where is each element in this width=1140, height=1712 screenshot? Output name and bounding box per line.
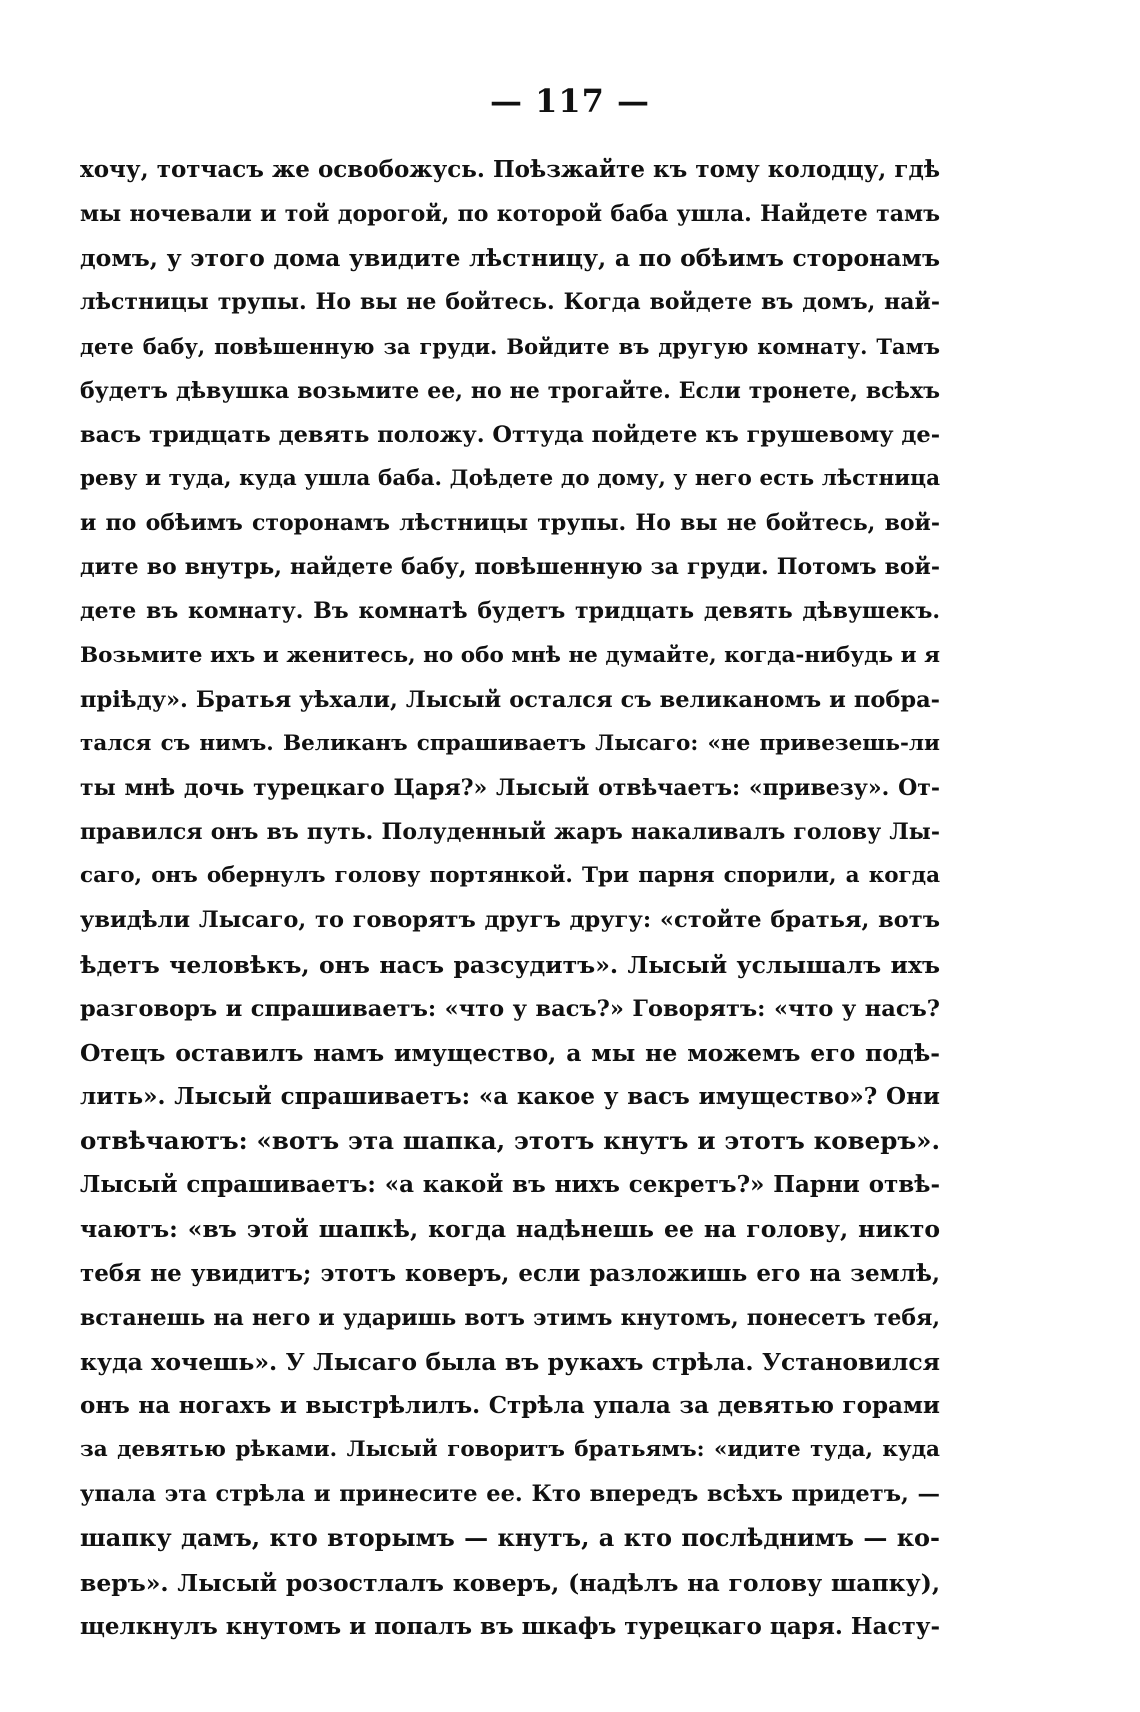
text-line: васъ тридцать девять положу. Оттуда пойдете къ грушевому де- (80, 421, 940, 448)
text-line: онъ на ногахъ и выстрѣлилъ. Стрѣла упала за девятью горами (80, 1391, 940, 1419)
text-line: хочу, тотчасъ же освобожусь. Поѣзжайте къ тому колодцу, гдѣ (80, 156, 940, 183)
text-line: правился онъ въ путь. Полуденный жаръ накаливалъ голову Лы- (80, 819, 940, 846)
text-line: дите во внутрь, найдете бабу, повѣшенную за груди. Потомъ вой- (80, 554, 940, 581)
text-line: Отецъ оставилъ намъ имущество, а мы не можемъ его подѣ- (80, 1038, 940, 1067)
text-line: будетъ дѣвушка возьмите ее, но не трогайте. Если тронете, всѣхъ (80, 377, 940, 404)
text-line: чаютъ: «въ этой шапкѣ, когда надѣнешь ее на голову, никто (80, 1215, 940, 1244)
text-line: и по обѣимъ сторонамъ лѣстницы трупы. Но вы не бойтесь, вой- (80, 510, 940, 537)
text-line: встанешь на него и ударишь вотъ этимъ кнутомъ, понесетъ тебя, (80, 1304, 940, 1331)
text-line: саго, онъ обернулъ голову портянкой. Три парня спорили, а когда (80, 863, 940, 889)
text-line: ѣдетъ человѣкъ, онъ насъ разсудитъ». Лысый услышалъ ихъ (80, 950, 940, 979)
text-line: за девятью рѣками. Лысый говоритъ братьямъ: «идите туда, куда (80, 1437, 940, 1463)
text-line: лить». Лысый спрашиваетъ: «а какое у васъ имущество»? Они (80, 1082, 940, 1110)
text-line: тался съ нимъ. Великанъ спрашиваетъ Лысаго: «не привезешь-ли (80, 730, 940, 756)
text-line: ты мнѣ дочь турецкаго Царя?» Лысый отвѣчаетъ: «привезу». От- (80, 774, 940, 801)
text-line: Возьмите ихъ и женитесь, но обо мнѣ не думайте, когда-нибудь и я (80, 642, 940, 668)
text-line: лѣстницы трупы. Но вы не бойтесь. Когда войдете въ домъ, най- (80, 289, 940, 316)
text-line: домъ, у этого дома увидите лѣстницу, а по обѣимъ сторонамъ (80, 244, 940, 273)
text-line: пріѣду». Братья уѣхали, Лысый остался съ великаномъ и побра- (80, 686, 940, 713)
text-line: веръ». Лысый розостлалъ коверъ, (надѣлъ на голову шапку), (80, 1568, 940, 1597)
body-text (80, 148, 940, 1649)
text-line: упала эта стрѣла и принесите ее. Кто впередъ всѣхъ придетъ, — (80, 1481, 940, 1508)
text-line: отвѣчаютъ: «вотъ эта шапка, этотъ кнутъ и этотъ коверъ». (80, 1126, 940, 1156)
text-line: тебя не увидитъ; этотъ коверъ, если разложишь его на землѣ, (80, 1259, 940, 1287)
text-line: мы ночевали и той дорогой, по которой баба ушла. Найдете тамъ (80, 201, 940, 228)
text-line: увидѣли Лысаго, то говорятъ другъ другу: «стойте братья, вотъ (80, 907, 940, 934)
text-line: куда хочешь». У Лысаго была въ рукахъ стрѣла. Установился (80, 1347, 940, 1376)
text-line: дете въ комнату. Въ комнатѣ будетъ тридцать девять дѣвушекъ. (80, 598, 940, 625)
text-line: щелкнулъ кнутомъ и попалъ въ шкафъ турецкаго царя. Насту- (80, 1612, 940, 1640)
page-number: — 117 — (489, 82, 651, 120)
text-line: Лысый спрашиваетъ: «а какой въ нихъ секретъ?» Парни отвѣ- (80, 1171, 940, 1199)
text-line: разговоръ и спрашиваетъ: «что у васъ?» Говорятъ: «что у насъ? (80, 995, 940, 1022)
text-line: реву и туда, куда ушла баба. Доѣдете до дому, у него есть лѣстница (80, 465, 940, 491)
text-line: дете бабу, повѣшенную за груди. Войдите въ другую комнату. Тамъ (80, 333, 940, 359)
text-line: шапку дамъ, кто вторымъ — кнутъ, а кто послѣднимъ — ко- (80, 1523, 940, 1553)
